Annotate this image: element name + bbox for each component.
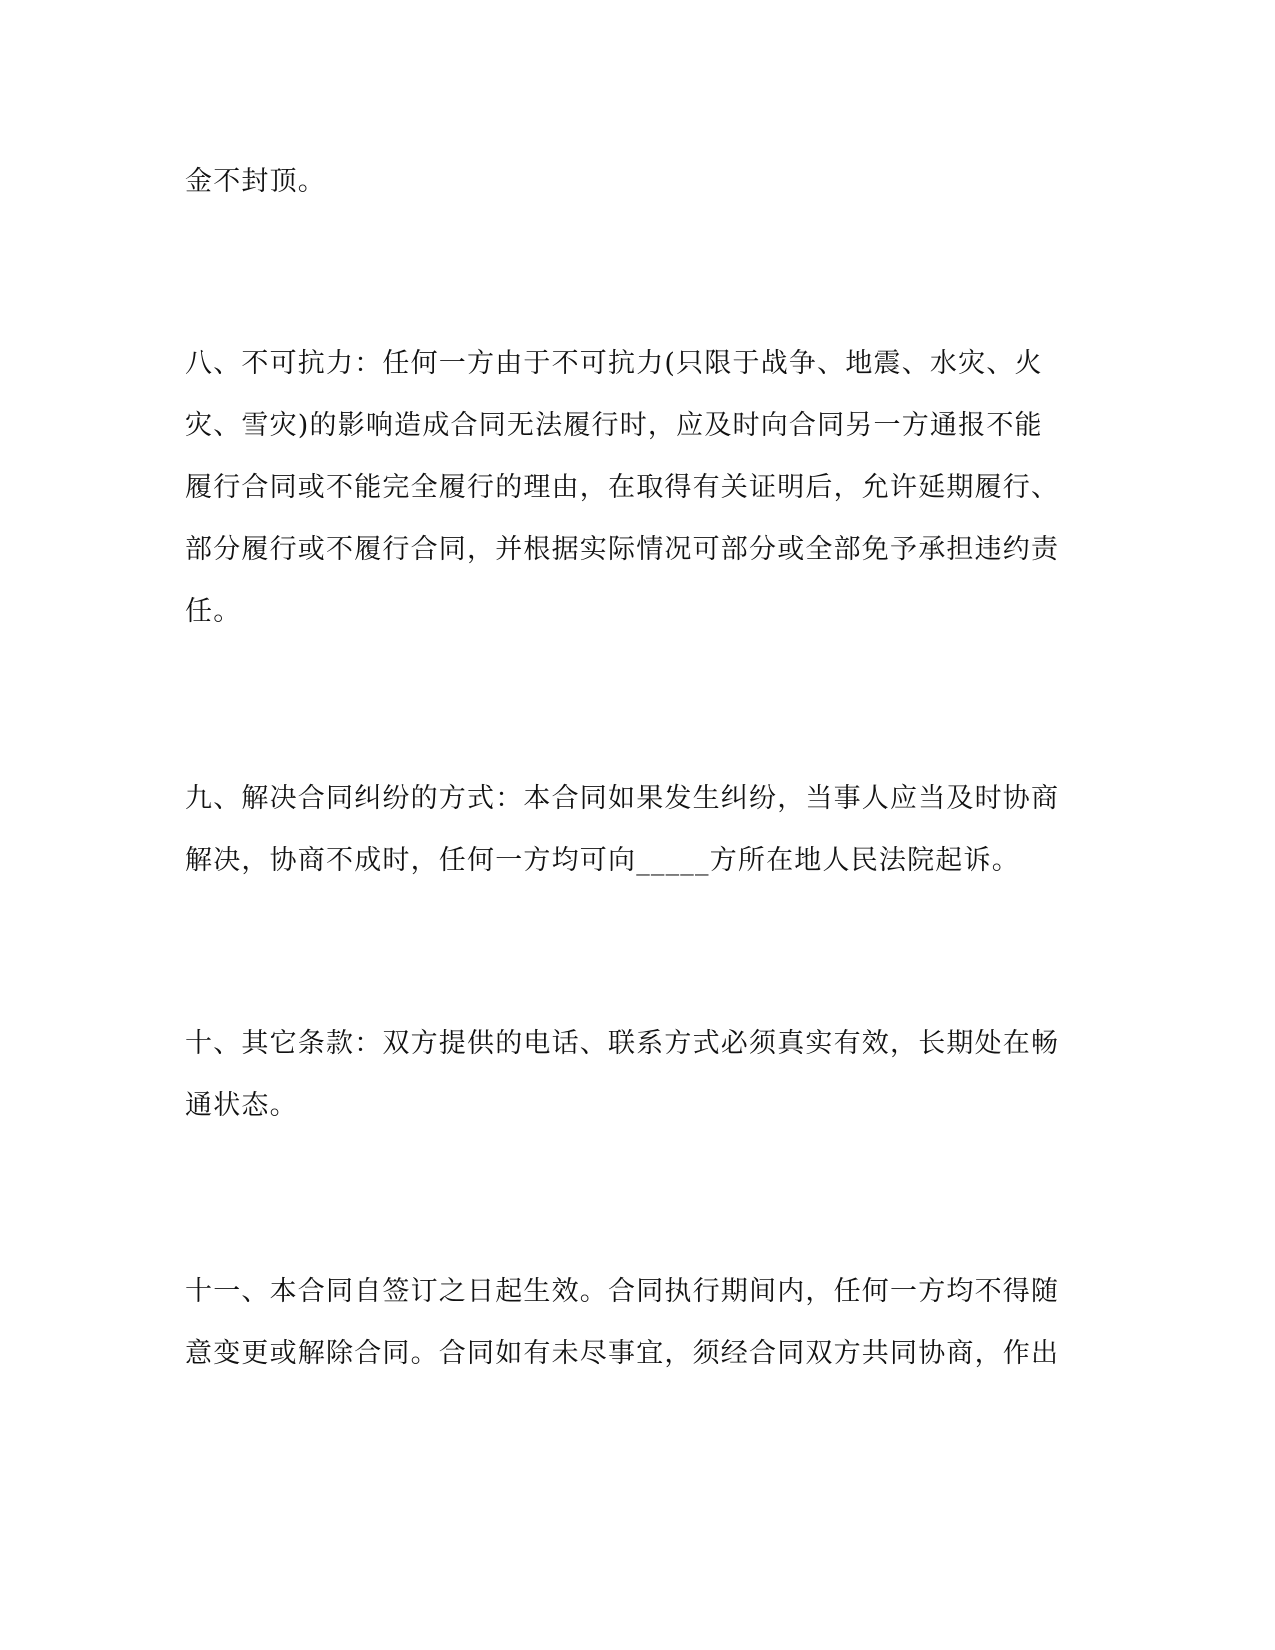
paragraph-text-line: 灾、雪灾)的影响造成合同无法履行时，应及时向合同另一方通报不能 [185, 410, 1043, 441]
paragraph-text-line: 解决，协商不成时，任何一方均可向_____方所在地人民法院起诉。 [185, 845, 1020, 876]
paragraph-text-line: 十一、本合同自签订之日起生效。合同执行期间内，任何一方均不得随 [185, 1276, 1060, 1307]
paragraph-text-line: 任。 [185, 596, 242, 627]
paragraph-text-line: 八、不可抗力：任何一方由于不可抗力(只限于战争、地震、水灾、火 [185, 348, 1043, 379]
paragraph-text-line: 履行合同或不能完全履行的理由，在取得有关证明后，允许延期履行、 [185, 472, 1060, 503]
paragraph-text-line: 部分履行或不履行合同，并根据实际情况可部分或全部免予承担违约责 [185, 534, 1060, 565]
paragraph-text-line: 九、解决合同纠纷的方式：本合同如果发生纠纷，当事人应当及时协商 [185, 783, 1060, 814]
paragraph-text-line: 通状态。 [185, 1090, 298, 1121]
paragraph-text-line: 金不封顶。 [185, 166, 326, 197]
paragraph-text-line: 意变更或解除合同。合同如有未尽事宜，须经合同双方共同协商，作出 [185, 1338, 1060, 1369]
paragraph-text-line: 十、其它条款：双方提供的电话、联系方式必须真实有效，长期处在畅 [185, 1028, 1060, 1059]
